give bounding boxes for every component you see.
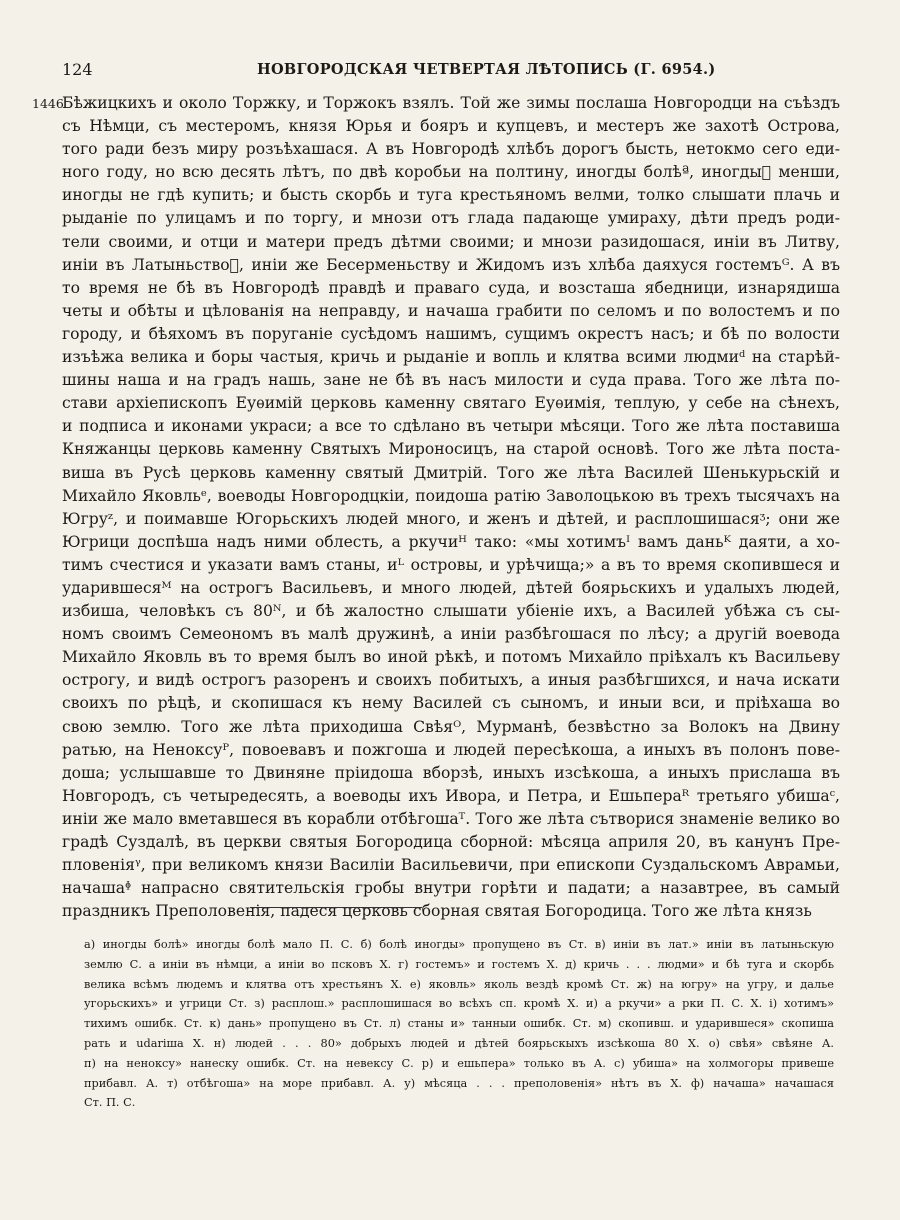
- text-line: ного году, но всю десять лѣтъ, по двѣ коробьи на полтину, иногды болѣª, иногды᪵ менши,: [62, 163, 840, 182]
- text-line: городу, и бѣяхомъ въ поруганіе сусѣдомъ нашимъ, сущимъ окрестъ насъ; и бѣ по волости: [62, 324, 840, 343]
- page-header: [62, 60, 850, 80]
- main-text: [62, 92, 840, 923]
- footnote-line: велика всѣмъ людемъ и клятва отъ хрестьянъ Х. е) яковль» яколь вездѣ кромѣ Ст. ж) на югру» на угру, и далье: [84, 977, 834, 991]
- footnote-line: п) на неноксу» нанеску ошибк. Ст. на невексу С. р) и ешьпера» только въ А. с) убиша» на холмогоры привеше: [84, 1056, 834, 1070]
- text-line: Югруᶻ, и поимавше Югорьскихъ людей много, и женъ и дѣтей, и расплошишасяᶾ; они же: [62, 509, 840, 528]
- text-line: рыданіе по улицамъ и по торгу, и мнози отъ глада падающе умираху, дѣти предъ роди-: [62, 209, 840, 228]
- footnote-line: Ст. П. С.: [84, 1096, 136, 1110]
- text-line: острогу, и видѣ острогъ разоренъ и своихъ побитыхъ, а иныя разбѣгшихся, и нача искати: [62, 671, 840, 690]
- text-line: Югрици доспѣша надъ ними облесть, а ркучиᴴ тако: «мы хотимъᴵ вамъ даньᴷ даяти, а хо-: [62, 532, 840, 551]
- text-line: того ради безъ миру розъѣхашася. А въ Новгородѣ хлѣбъ дорогъ бысть, нетокмо сего еди-: [62, 140, 840, 159]
- text-line: виша въ Русѣ церковь каменну святый Дмитрій. Того же лѣта Василей Шенькурьскій и: [62, 463, 840, 482]
- footnote-line: тихимъ ошибк. Ст. к) дань» пропущено въ Ст. л) станы и» танныи ошибк. Ст. м) скопивш. и ударившеся» скопиша: [84, 1017, 834, 1031]
- text-line: своихъ по рѣцѣ, и скопишася къ нему Василей съ сыномъ, и иныи вси, и пріѣхаша во: [62, 694, 840, 713]
- text-line: иногды не гдѣ купить; и бысть скорбь и туга крестьяномъ велми, толко слышати плачь и: [62, 186, 840, 205]
- text-line: тели своими, и отци и матери предъ дѣтми своими; и мнози разидошася, иніи въ Литву,: [62, 232, 840, 251]
- text-line: Михайло Яковль въ то время былъ во иной рѣкѣ, и потомъ Михайло пріѣхалъ къ Васильеву: [62, 648, 840, 667]
- text-line: иніи же мало вметавшеся въ корабли отбѣгошаᵀ. Того же лѣта сътворися знаменіе велико во: [62, 809, 840, 828]
- text-line: изъѣжа велика и боры частыя, кричь и рыданіе и вопль и клятва всими людмиᵈ на старѣй-: [62, 348, 840, 367]
- text-line: ратью, на Неноксуᴾ, повоевавъ и пожгоша и людей пересѣкоша, а иныхъ въ полонъ пове-: [62, 740, 840, 759]
- text-line: тимъ счестися и указати вамъ станы, иᴸ островы, и урѣчища;» а въ то время скопившеся и: [62, 555, 840, 574]
- text-line: начашаᶲ напрасно святительскія гробы внутри горѣти и падати; а назавтрее, въ самый: [62, 879, 840, 898]
- text-line: стави архіепископъ Еуѳимій церковь каменну святаго Еуѳимія, теплую, у себе на сѣнехъ,: [62, 394, 840, 413]
- text-line: градѣ Суздалѣ, въ церкви святыя Богородица сборной: мѣсяца априля 20, въ канунъ Пре-: [62, 833, 840, 851]
- text-line: пловеніяᵞ, при великомъ князи Василіи Васильевичи, при епископи Суздальскомъ Аврамьи,: [62, 856, 840, 875]
- text-line: четы и обѣты и цѣлованія на неправду, и начаша грабити по селомъ и по волостемъ и по: [62, 301, 840, 320]
- text-line: ударившесяᴹ на острогъ Васильевъ, и много людей, дѣтей боярьскихъ и удалыхъ людей,: [62, 578, 840, 597]
- text-line: избиша, человѣкъ съ 80ᴺ, и бѣ жалостно слышати убіеніе ихъ, а Василей убѣжа съ сы-: [62, 602, 840, 621]
- footnote-line: а) иногды болѣ» иногды болѣ мало П. С. б) болѣ иногды» пропущено въ Ст. в) иніи въ лат.» иніи въ латыньскую: [84, 938, 834, 951]
- text-line: Княжанцы церковь каменну Святыхъ Мироносицъ, на старой основѣ. Того же лѣта поста-: [62, 440, 840, 459]
- text-line: доша; услышавше то Двиняне пріидоша вборзѣ, иныхъ изсѣкоша, а иныхъ прислаша въ: [62, 763, 840, 782]
- footnote-divider: [250, 907, 422, 908]
- text-line: Бѣжицкихъ и около Торжку, и Торжокъ взялъ. Той же зимы послаша Новгородци на съѣздъ: [62, 94, 840, 112]
- text-line: Новгородъ, съ четыредесять, а воеводы ихъ Ивора, и Петра, и Ешьпераᴿ третьяго убишаᶜ,: [62, 786, 840, 805]
- footnote-line: рать и udariша Х. н) людей . . . 80» добрыхъ людей и дѣтей боярьскыхъ изсѣкоша 80 Х. о) свѣя» свѣяне А.: [84, 1036, 834, 1050]
- page-number: 124: [62, 60, 93, 79]
- footnote-line: землю С. а иніи въ нѣмци, а иніи во псковъ Х. г) гостемъ» и гостемъ Х. д) кричь . . . людми» и бѣ туга и скорбь: [84, 957, 834, 971]
- text-line: праздникъ Преполовенія, падеся церковь сборная святая Богородица. Того же лѣта князь: [62, 902, 812, 921]
- footnote-line: прибавл. А. т) отбѣгоша» на море прибавл. А. у) мѣсяца . . . преполовенія» нѣтъ въ Х. ф) начаша» начашася: [84, 1076, 834, 1090]
- text-line: номъ своимъ Семеономъ въ малѣ дружинѣ, а иніи разбѣгошася по лѣсу; а другій воевода: [62, 625, 840, 644]
- margin-year: 1446: [32, 96, 64, 111]
- text-line: то время не бѣ въ Новгородѣ правдѣ и праваго суда, и возсташа ябедници, изнарядиша: [62, 278, 840, 297]
- footnote-line: угорьскихъ» и угрици Ст. з) расплош.» расплошишася во всѣхъ сп. кромѣ Х. и) а ркучи» а рки П. С. Х. і) хотимъ»: [84, 997, 834, 1011]
- text-line: свою землю. Того же лѣта приходиша Свѣяᴼ, Мурманѣ, безвѣстно за Волокъ на Двину: [62, 717, 840, 736]
- text-line: иніи въ Латыньство᪵, иніи же Бесерменьству и Жидомъ изъ хлѣба даяхуся гостемъᴳ. А въ: [62, 255, 840, 274]
- text-line: шины наша и на градъ нашь, зане не бѣ въ насъ милости и суда права. Того же лѣта по-: [62, 371, 840, 390]
- running-title: НОВГОРОДСКАЯ ЧЕТВЕРТАЯ ЛѢТОПИСЬ (Г. 6954.): [257, 61, 716, 78]
- text-line: Михайло Яковльᵉ, воеводы Новгородцкіи, поидоша ратію Заволоцькою въ трехъ тысячахъ на: [62, 486, 840, 505]
- footnotes: [84, 935, 834, 1113]
- text-line: съ Нѣмци, съ местеромъ, князя Юрья и бояръ и купцевъ, и местеръ же захотѣ Острова,: [62, 117, 840, 136]
- text-line: и подписа и иконами украси; а все то сдѣлано въ четыри мѣсяци. Того же лѣта поставиша: [62, 417, 840, 436]
